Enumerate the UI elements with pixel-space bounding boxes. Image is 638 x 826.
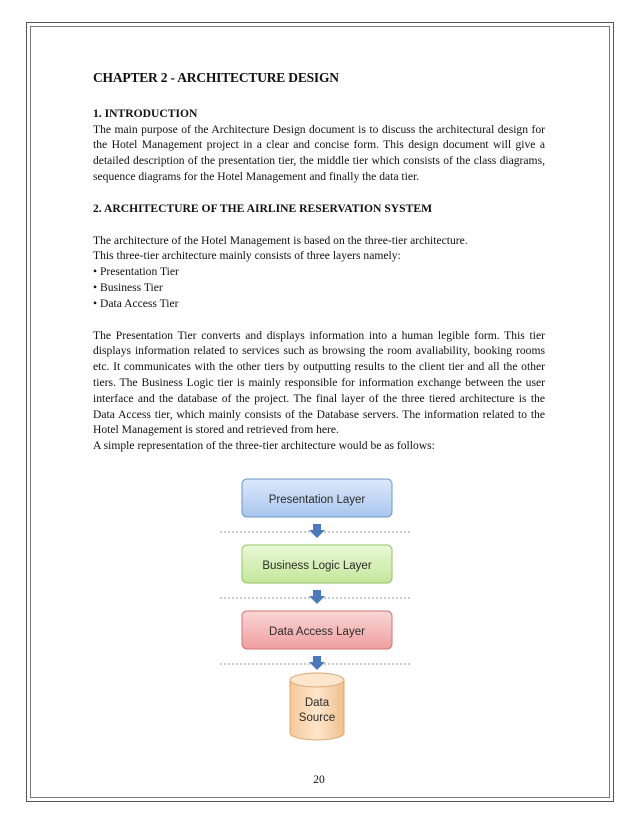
diagram-intro: A simple representation of the three-tier architecture would be as follows:	[93, 439, 435, 453]
three-tier-diagram	[212, 468, 426, 748]
presentation-layer-label: Presentation Layer	[268, 494, 366, 506]
page-content	[93, 70, 545, 454]
intro-paragraph: The main purpose of the Architecture Design document is to discuss the architectural design for the Hotel Management project in a clear and concise form. This design document will give a detailed description of the presentation tier, the middle tier which consists of the class diagrams, sequence diagrams for the Hotel Management and finally the data tier.	[93, 122, 545, 183]
tier-item: • Presentation Tier	[93, 264, 545, 280]
architecture-line-2: This three-tier architecture mainly consists of three layers namely:	[93, 249, 401, 263]
data-source-label-line2: Source	[298, 712, 336, 724]
architecture-heading: 2. ARCHITECTURE OF THE AIRLINE RESERVATION SYSTEM	[93, 201, 433, 215]
chapter-title: CHAPTER 2 - ARCHITECTURE DESIGN	[93, 70, 339, 85]
architecture-line-1: The architecture of the Hotel Management is based on the three-tier architecture.	[93, 233, 468, 247]
data-access-layer-label: Data Access Layer	[269, 626, 365, 638]
architecture-paragraph: The Presentation Tier converts and displays information into a human legible form. This tier displays information related to services such as browsing the room avaliability, booking rooms etc. It communicates with the other tiers by outputting results to the client tier and all the other tiers. The Business Logic tier is mainly responsible for information exchange between the user interface and the database of the project. The final layer of the three tiered architecture is the Data Access tier, which mainly consists of the Database servers. The information related to the Hotel Management is stored and retrieved from here.	[93, 328, 545, 437]
down-arrow-icon	[309, 590, 325, 604]
down-arrow-icon	[309, 524, 325, 538]
intro-heading: 1. INTRODUCTION	[93, 106, 198, 120]
tier-item: • Data Access Tier	[93, 296, 545, 312]
data-source-label-line1: Data	[304, 697, 330, 709]
down-arrow-icon	[309, 656, 325, 670]
tier-list	[93, 264, 545, 311]
page-number: 20	[313, 773, 325, 786]
tier-item: • Business Tier	[93, 280, 545, 296]
business-logic-layer-label: Business Logic Layer	[262, 560, 372, 572]
